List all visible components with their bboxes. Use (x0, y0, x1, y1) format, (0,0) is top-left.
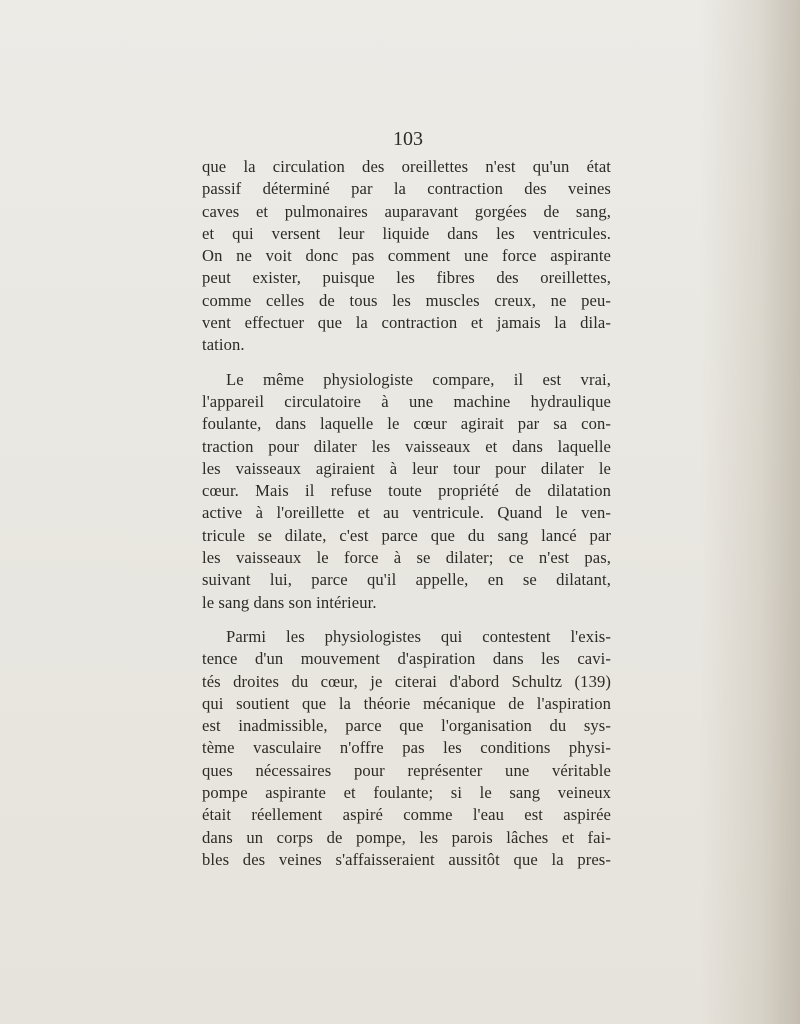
text-line: tence d'un mouvement d'aspiration dans les cavi- (202, 649, 611, 669)
text-line: cœur. Mais il refuse toute propriété de dilatation (202, 481, 611, 501)
text-line: caves et pulmonaires auparavant gorgées de sang, (202, 201, 611, 221)
text-line: comme celles de tous les muscles creux, ne peu- (202, 290, 611, 310)
paragraph-1 (202, 156, 611, 357)
text-line: Parmi les physiologistes qui contestent l'exis- (226, 626, 611, 646)
text-line: bles des veines s'affaisseraient aussitôt que la pres- (202, 849, 611, 869)
text-line: vent effectuer que la contraction et jamais la dila- (202, 313, 611, 333)
text-line: ques nécessaires pour représenter une véritable (202, 760, 611, 780)
text-line: suivant lui, parce qu'il appelle, en se dilatant, (202, 570, 611, 590)
page-number: 103 (393, 128, 423, 150)
text-line: est inadmissible, parce que l'organisation du sys- (202, 716, 611, 736)
paragraph-gap (202, 614, 611, 626)
text-line: tés droites du cœur, je citerai d'abord Schultz (139) (202, 671, 611, 691)
text-line: tation. (202, 335, 245, 355)
text-line: tème vasculaire n'offre pas les conditions physi- (202, 738, 611, 758)
text-line: traction pour dilater les vaisseaux et dans laquelle (202, 436, 611, 456)
paragraph-gap (202, 357, 611, 369)
text-line: Le même physiologiste compare, il est vrai, (226, 369, 611, 389)
text-line: les vaisseaux le force à se dilater; ce n'est pas, (202, 548, 611, 568)
text-line: et qui versent leur liquide dans les ventricules. (202, 223, 611, 243)
text-line: que la circulation des oreillettes n'est qu'un état (202, 157, 611, 176)
text-line: le sang dans son intérieur. (202, 592, 377, 612)
text-line: l'appareil circulatoire à une machine hydraulique (202, 391, 611, 411)
text-line: tricule se dilate, c'est parce que du sang lancé par (202, 525, 611, 545)
text-line: active à l'oreillette et au ventricule. Quand le ven- (202, 503, 611, 523)
text-line: passif déterminé par la contraction des veines (202, 179, 611, 199)
text-line: dans un corps de pompe, les parois lâches et fai- (202, 827, 611, 847)
text-line: peut exister, puisque les fibres des oreillettes, (202, 268, 611, 288)
body-text (202, 156, 611, 871)
text-line: qui soutient que la théorie mécanique de l'aspiration (202, 693, 611, 713)
text-line: On ne voit donc pas comment une force aspirante (202, 246, 611, 266)
text-line: les vaisseaux agiraient à leur tour pour dilater le (202, 458, 611, 478)
text-line: pompe aspirante et foulante; si le sang veineux (202, 783, 611, 803)
text-line: foulante, dans laquelle le cœur agirait par sa con- (202, 414, 611, 434)
paragraph-2 (202, 369, 611, 614)
paragraph-3 (202, 626, 611, 871)
text-line: était réellement aspiré comme l'eau est aspirée (202, 805, 611, 825)
